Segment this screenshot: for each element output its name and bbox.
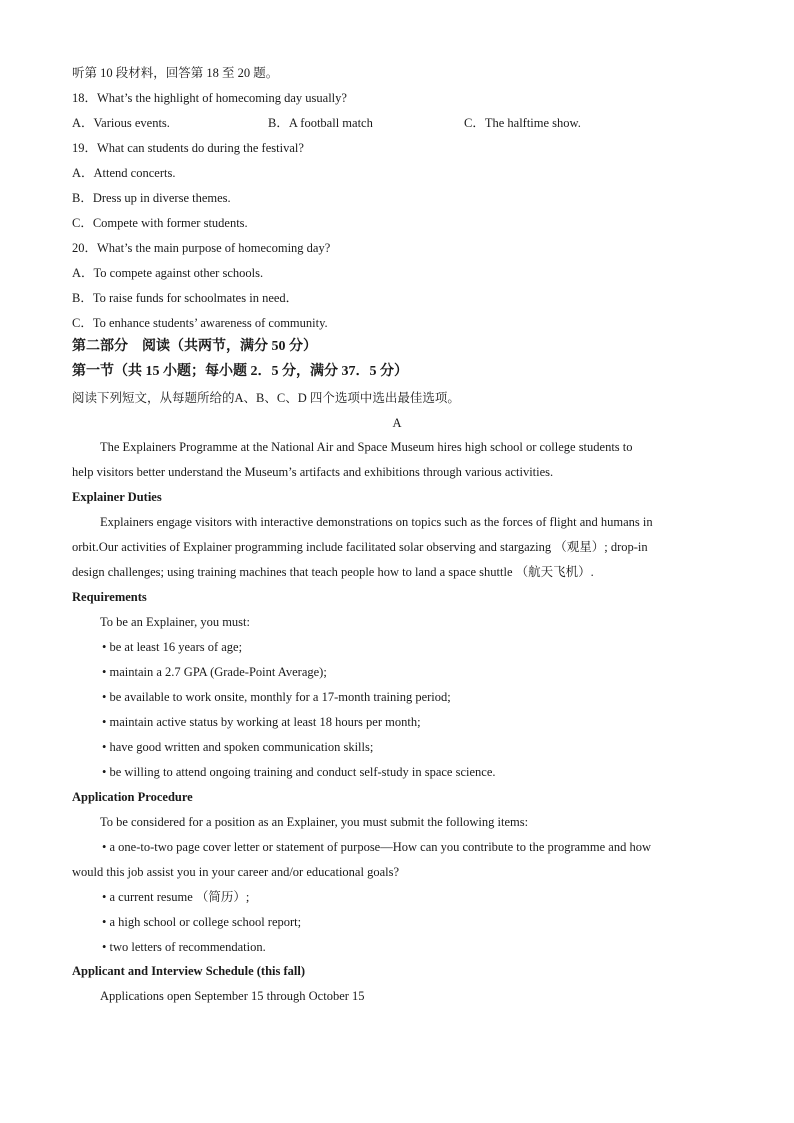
question-20-stem: 20．What’s the main purpose of homecoming day? [72, 241, 331, 255]
requirement-item: • be available to work onsite, monthly for a 17-month training period; [102, 690, 451, 704]
reading-instruction: 阅读下列短文，从每题所给的A、B、C、D 四个选项中选出最佳选项。 [72, 391, 460, 405]
question-19-option-c: C．Compete with former students. [72, 216, 248, 230]
application-heading: Application Procedure [72, 790, 193, 804]
question-20-option-c: C．To enhance students’ awareness of community. [72, 316, 328, 330]
application-item: • a high school or college school report; [102, 915, 302, 929]
requirement-item: • maintain a 2.7 GPA (Grade-Point Average); [102, 665, 327, 679]
application-lead: To be considered for a position as an Explainer, you must submit the following items: [100, 815, 529, 829]
application-item-continued: would this job assist you in your career and/or educational goals? [72, 865, 400, 879]
requirement-item: • be at least 16 years of age; [102, 640, 243, 654]
schedule-text: Applications open September 15 through October 15 [100, 989, 365, 1003]
reading-section-title: 第一节（共 15 小题；每小题 2．5 分，满分 37．5 分） [72, 364, 408, 379]
requirement-item: • have good written and spoken communication skills; [102, 740, 374, 754]
question-20-option-b: B．To raise funds for schoolmates in need． [72, 291, 299, 305]
intro-line-1: The Explainers Programme at the National Air and Space Museum hires high school or college students to [100, 440, 633, 454]
duties-line-1: Explainers engage visitors with interactive demonstrations on topics such as the forces of flight and humans in [100, 515, 653, 529]
question-18-stem: 18．What’s the highlight of homecoming day usually? [72, 91, 347, 105]
requirements-lead: To be an Explainer, you must: [100, 615, 250, 629]
listening-instruction: 听第 10 段材料，回答第 18 至 20 题。 [72, 66, 279, 80]
duties-heading: Explainer Duties [72, 490, 162, 504]
duties-line-3: design challenges; using training machines that teach people how to land a space shuttle （航天飞机）. [72, 565, 594, 579]
question-19-stem: 19．What can students do during the festival? [72, 141, 304, 155]
reading-part-title: 第二部分 阅读（共两节，满分 50 分） [72, 339, 317, 354]
application-item: • a one-to-two page cover letter or statement of purpose—How can you contribute to the programme and how [102, 840, 651, 854]
application-item: • a current resume （简历）; [102, 890, 250, 904]
schedule-heading: Applicant and Interview Schedule (this fall) [72, 964, 306, 978]
duties-line-2: orbit.Our activities of Explainer programming include facilitated solar observing and stargazing （观星）; drop-in [72, 540, 648, 554]
intro-line-2: help visitors better understand the Museum’s artifacts and exhibitions through various activities. [72, 465, 554, 479]
question-18-options [72, 114, 722, 132]
requirements-heading: Requirements [72, 590, 147, 604]
application-item: • two letters of recommendation. [102, 940, 266, 954]
question-19-option-b: B．Dress up in diverse themes. [72, 191, 231, 205]
requirement-item: • maintain active status by working at least 18 hours per month; [102, 715, 421, 729]
requirement-item: • be willing to attend ongoing training and conduct self-study in space science. [102, 765, 496, 779]
question-18-option-c: C．The halftime show. [464, 116, 581, 130]
question-19-option-a: A．Attend concerts. [72, 166, 176, 180]
passage-label: A [392, 416, 402, 430]
question-18-option-b: B．A football match [268, 116, 373, 130]
question-18-option-a: A．Various events. [72, 116, 170, 130]
question-20-option-a: A．To compete against other schools. [72, 266, 264, 280]
